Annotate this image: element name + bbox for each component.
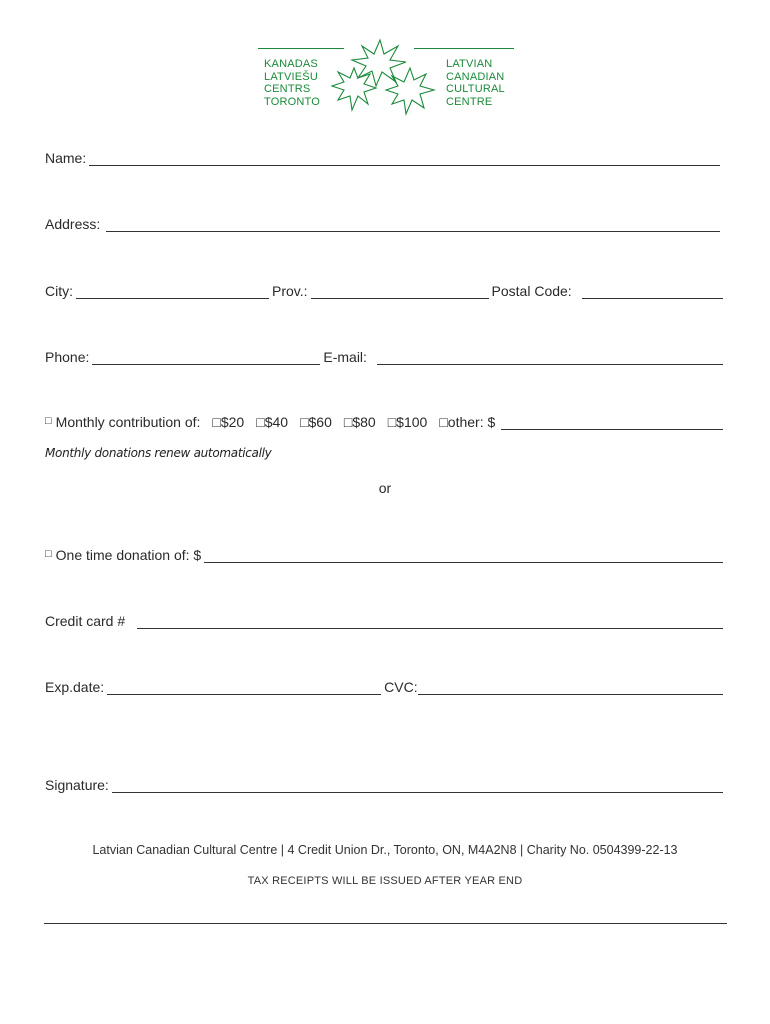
postal-code-label: Postal Code: [491, 283, 572, 299]
monthly-option-40[interactable]: □$40 [256, 414, 289, 430]
city-row [45, 279, 723, 299]
logo-line: KANADAS [264, 58, 318, 70]
monthly-other-amount-field[interactable] [501, 415, 723, 430]
monthly-contribution-row [45, 410, 723, 430]
monthly-option-100[interactable]: □$100 [387, 414, 428, 430]
logo-text-english [446, 58, 505, 108]
signature-label: Signature: [45, 777, 109, 793]
exp-date-field[interactable] [107, 680, 381, 695]
monthly-option-60[interactable]: □$60 [300, 414, 332, 430]
monthly-option-20[interactable]: □$20 [212, 414, 245, 430]
monthly-option-80[interactable]: □$80 [343, 414, 376, 430]
logo-line: CANADIAN [446, 70, 505, 83]
name-label: Name: [45, 150, 87, 166]
cvc-field[interactable] [418, 680, 723, 695]
exp-date-label: Exp.date: [45, 679, 105, 695]
city-label: City: [45, 283, 73, 299]
email-label: E-mail: [323, 349, 367, 365]
signature-field[interactable] [112, 778, 723, 793]
monthly-option-other[interactable]: □other: $ [439, 414, 496, 430]
monthly-contribution-label: Monthly contribution of: [55, 414, 201, 430]
logo-text-latvian [264, 58, 320, 108]
credit-card-label: Credit card # [45, 613, 126, 629]
organization-logo [258, 38, 514, 120]
one-time-amount-field[interactable] [204, 548, 723, 563]
logo-line: CENTRE [446, 95, 493, 108]
email-field[interactable] [377, 350, 723, 365]
address-label: Address: [45, 216, 101, 232]
logo-line: LATVIAN [446, 58, 493, 70]
star-burst-icon [324, 38, 444, 120]
cvc-label: CVC: [384, 679, 418, 695]
credit-card-row [45, 609, 723, 629]
name-row [45, 146, 723, 166]
footer-address: Latvian Canadian Cultural Centre | 4 Credit Union Dr., Toronto, ON, M4A2N8 | Charity No. 0504399-22-13 [92, 843, 678, 857]
prov-field[interactable] [311, 284, 489, 299]
phone-email-row [45, 345, 723, 365]
logo-line: TORONTO [264, 95, 320, 108]
logo-line: CULTURAL [446, 83, 505, 95]
signature-row [45, 773, 723, 793]
name-field[interactable] [89, 151, 720, 166]
expiry-cvc-row [45, 675, 723, 695]
or-separator: or [378, 480, 392, 496]
one-time-donation-row [45, 543, 723, 563]
phone-field[interactable] [92, 350, 320, 365]
monthly-renewal-note: Monthly donations renew automatically [45, 446, 272, 460]
city-field[interactable] [76, 284, 269, 299]
one-time-donation-label: One time donation of: $ [55, 547, 202, 563]
logo-line: CENTRS [264, 83, 311, 95]
one-time-checkbox[interactable]: □ [45, 548, 52, 560]
logo-line: LATVIEŠU [264, 70, 318, 83]
address-row [45, 212, 723, 232]
prov-label: Prov.: [272, 283, 308, 299]
monthly-checkbox[interactable]: □ [45, 415, 52, 427]
phone-label: Phone: [45, 349, 90, 365]
credit-card-field[interactable] [137, 614, 723, 629]
postal-code-field[interactable] [582, 284, 723, 299]
bottom-divider [44, 923, 727, 924]
footer-tax-receipt-note: TAX RECEIPTS WILL BE ISSUED AFTER YEAR END [247, 875, 523, 887]
address-field[interactable] [106, 217, 720, 232]
